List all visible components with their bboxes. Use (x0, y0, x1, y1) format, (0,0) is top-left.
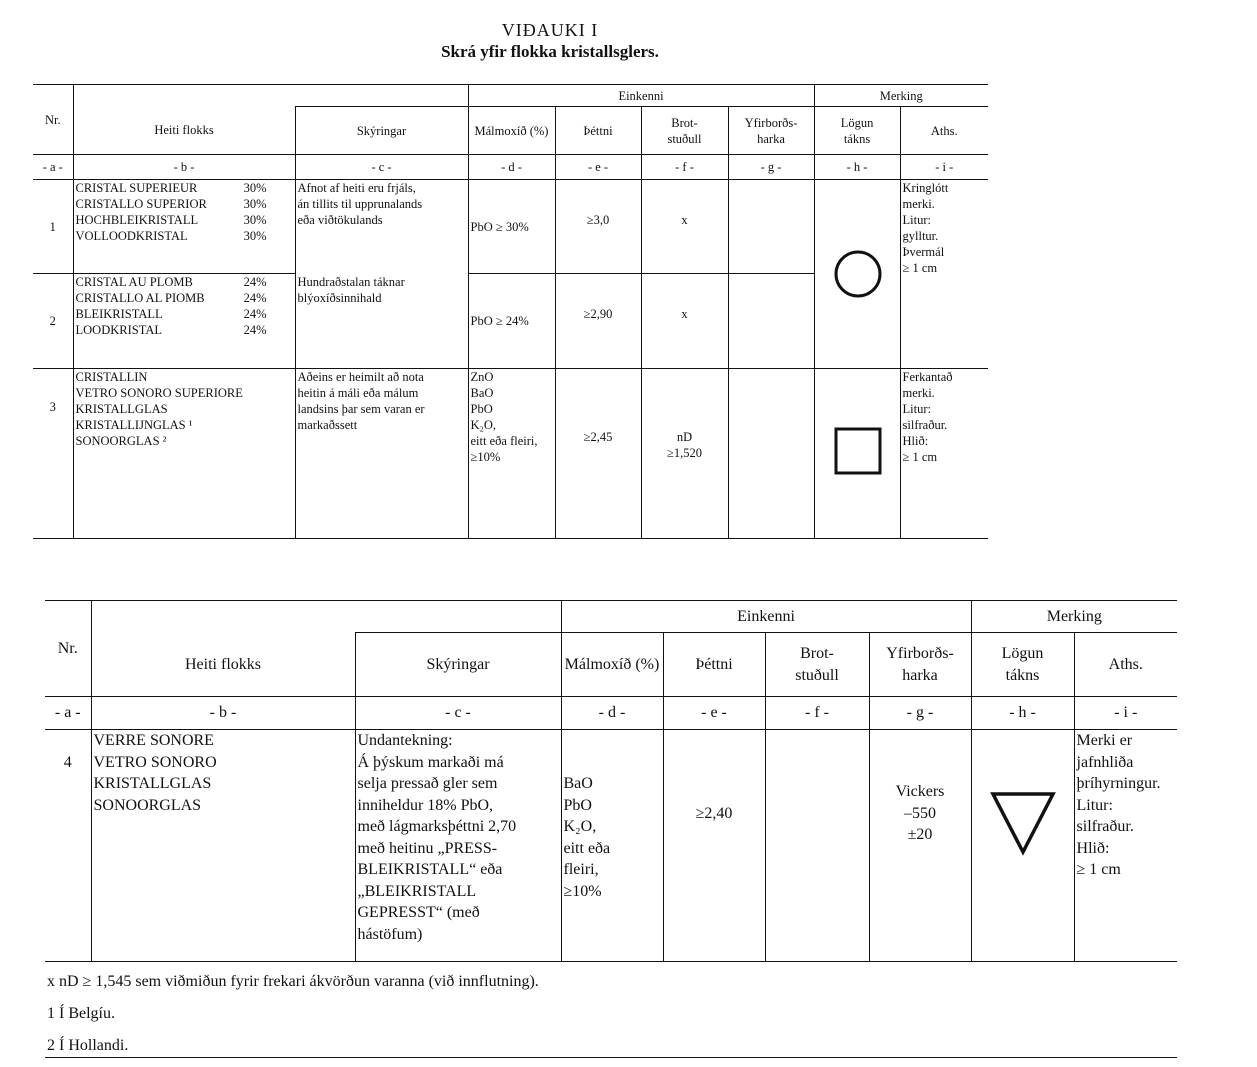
square-symbol (834, 427, 882, 475)
footnote-1: 1 Í Belgíu. (47, 1005, 115, 1022)
col-label-i: - i - (1074, 697, 1177, 730)
row-nr: 2 (33, 274, 73, 369)
col-label-e: - e - (663, 697, 765, 730)
class-name-line: CRISTALLO SUPERIOR 30% (75, 197, 267, 211)
col-label-c: - c - (295, 155, 468, 180)
annex-subheading: Skrá yfir flokka kristallsglers. (441, 42, 659, 61)
description: Aðeins er heimilt að nota heitin á máli eða málum landsins þar sem varan er markaðssett (295, 369, 468, 539)
col-label-d: - d - (561, 697, 663, 730)
surface-hardness (728, 180, 814, 274)
density: ≥2,40 (663, 730, 765, 962)
remarks: Merki er jafnhliða þríhyrningur. Litur: silfraður. Hlið: ≥ 1 cm (1074, 730, 1177, 962)
symbol-cell (814, 180, 900, 369)
header-nr: Nr. (45, 601, 91, 697)
class-name-line: LOODKRISTAL 24% (75, 323, 267, 337)
header-thettni: Þéttni (663, 633, 765, 697)
col-label-b: - b - (91, 697, 355, 730)
header-aths: Aths. (1108, 655, 1143, 673)
class-names (73, 180, 295, 274)
header-malmoxid: Málmoxíð (%) (468, 107, 555, 155)
header-thettni: Þéttni (555, 107, 641, 155)
class-name-line: CRISTALLO AL PIOMB 24% (75, 291, 267, 305)
annex-heading: VIÐAUKI I (501, 20, 599, 40)
class-name-line: CRISTAL AU PLOMB 24% (75, 275, 267, 289)
header-heiti: Heiti flokks (185, 655, 261, 673)
col-label-h: - h - (971, 697, 1074, 730)
refractive-index: x (641, 180, 728, 274)
header-brot: Brot- stuðull (641, 107, 728, 155)
metal-oxide: PbO ≥ 24% (468, 274, 555, 369)
crystal-glass-table-1 (33, 84, 988, 539)
header-yfirbord: Yfirborðs- harka (869, 633, 971, 697)
col-label-a: - a - (33, 155, 73, 180)
class-name-line: CRISTAL SUPERIEUR 30% (75, 181, 267, 195)
header-merking: Merking (814, 85, 988, 107)
header-merking: Merking (971, 601, 1177, 633)
header-einkenni: Einkenni (468, 85, 814, 107)
density: ≥2,90 (555, 274, 641, 369)
metal-oxide: PbO ≥ 30% (468, 180, 555, 274)
header-einkenni: Einkenni (561, 601, 971, 633)
crystal-glass-table-2 (45, 600, 1177, 962)
header-brot: Brot- stuðull (765, 633, 869, 697)
row-nr: 3 (33, 369, 73, 539)
class-name-line: VOLLOODKRISTAL 30% (75, 229, 267, 243)
surface-hardness: Vickers –550 ±20 (869, 730, 971, 962)
symbol-cell (814, 369, 900, 539)
class-names: VERRE SONORE VETRO SONORO KRISTALLGLAS SONOORGLAS (91, 730, 355, 962)
remarks: Kringlótt merki. Litur: gylltur. Þvermál ≥ 1 cm (902, 181, 949, 275)
col-label-f: - f - (765, 697, 869, 730)
class-name-line: HOCHBLEIKRISTALL 30% (75, 213, 267, 227)
footnote-2: 2 Í Hollandi. (47, 1037, 129, 1054)
col-label-c: - c - (355, 697, 561, 730)
symbol-cell (971, 730, 1074, 962)
circle-symbol (834, 250, 882, 298)
header-skyringar: Skýringar (355, 633, 561, 697)
class-names (73, 274, 295, 369)
col-label-f: - f - (641, 155, 728, 180)
col-label-b: - b - (73, 155, 295, 180)
description: Hundraðstalan táknar blýoxíðsinnihald (295, 274, 468, 369)
footer-rule (45, 1057, 1177, 1058)
header-aths: Aths. (930, 123, 958, 138)
refractive-index (765, 730, 869, 962)
col-label-h: - h - (814, 155, 900, 180)
metal-oxide: ZnO BaO PbO K₂O, eitt eða fleiri, ≥10% (468, 369, 555, 539)
remarks: Ferkantað merki. Litur: silfraður. Hlið: ≥ 1 cm (900, 369, 988, 539)
triangle-symbol (990, 790, 1056, 856)
refractive-index: nD ≥1,520 (641, 369, 728, 539)
row-nr: 1 (33, 180, 73, 274)
header-malmoxid: Málmoxíð (%) (561, 633, 663, 697)
header-heiti: Heiti flokks (73, 107, 295, 155)
refractive-index: x (641, 274, 728, 369)
header-logun: Lögun tákns (814, 107, 900, 155)
class-names: CRISTALLIN VETRO SONORO SUPERIORE KRISTALLGLAS KRISTALLIJNGLAS ¹ SONOORGLAS ² (73, 369, 295, 539)
header-skyringar: Skýringar (295, 107, 468, 155)
header-logun: Lögun tákns (971, 633, 1074, 697)
surface-hardness (728, 369, 814, 539)
col-label-g: - g - (728, 155, 814, 180)
footnote-x: x nD ≥ 1,545 sem viðmiðun fyrir frekari ákvörðun varanna (við innflutning). (47, 973, 539, 990)
col-label-d: - d - (468, 155, 555, 180)
surface-hardness (728, 274, 814, 369)
class-name-line: BLEIKRISTALL 24% (75, 307, 267, 321)
description: Undantekning: Á þýskum markaði má selja pressað gler sem inniheldur 18% PbO, með lágmarksþéttni 2,70 með heitinu „PRESS- BLEIKRISTALL“ eða „BLEIKRISTALL GEPRESST“ (með hástöfum) (355, 730, 561, 962)
header-nr: Nr. (33, 85, 73, 155)
row-nr: 4 (45, 730, 91, 962)
density: ≥2,45 (555, 369, 641, 539)
col-label-e: - e - (555, 155, 641, 180)
density: ≥3,0 (555, 180, 641, 274)
header-yfirbord: Yfirborðs- harka (728, 107, 814, 155)
col-label-i: - i - (900, 155, 988, 180)
col-label-g: - g - (869, 697, 971, 730)
col-label-a: - a - (45, 697, 91, 730)
metal-oxide: BaO PbO K₂O, eitt eða fleiri, ≥10% (561, 730, 663, 962)
description: Afnot af heiti eru frjáls, án tillits til upprunalands eða viðtökulands (295, 180, 468, 274)
